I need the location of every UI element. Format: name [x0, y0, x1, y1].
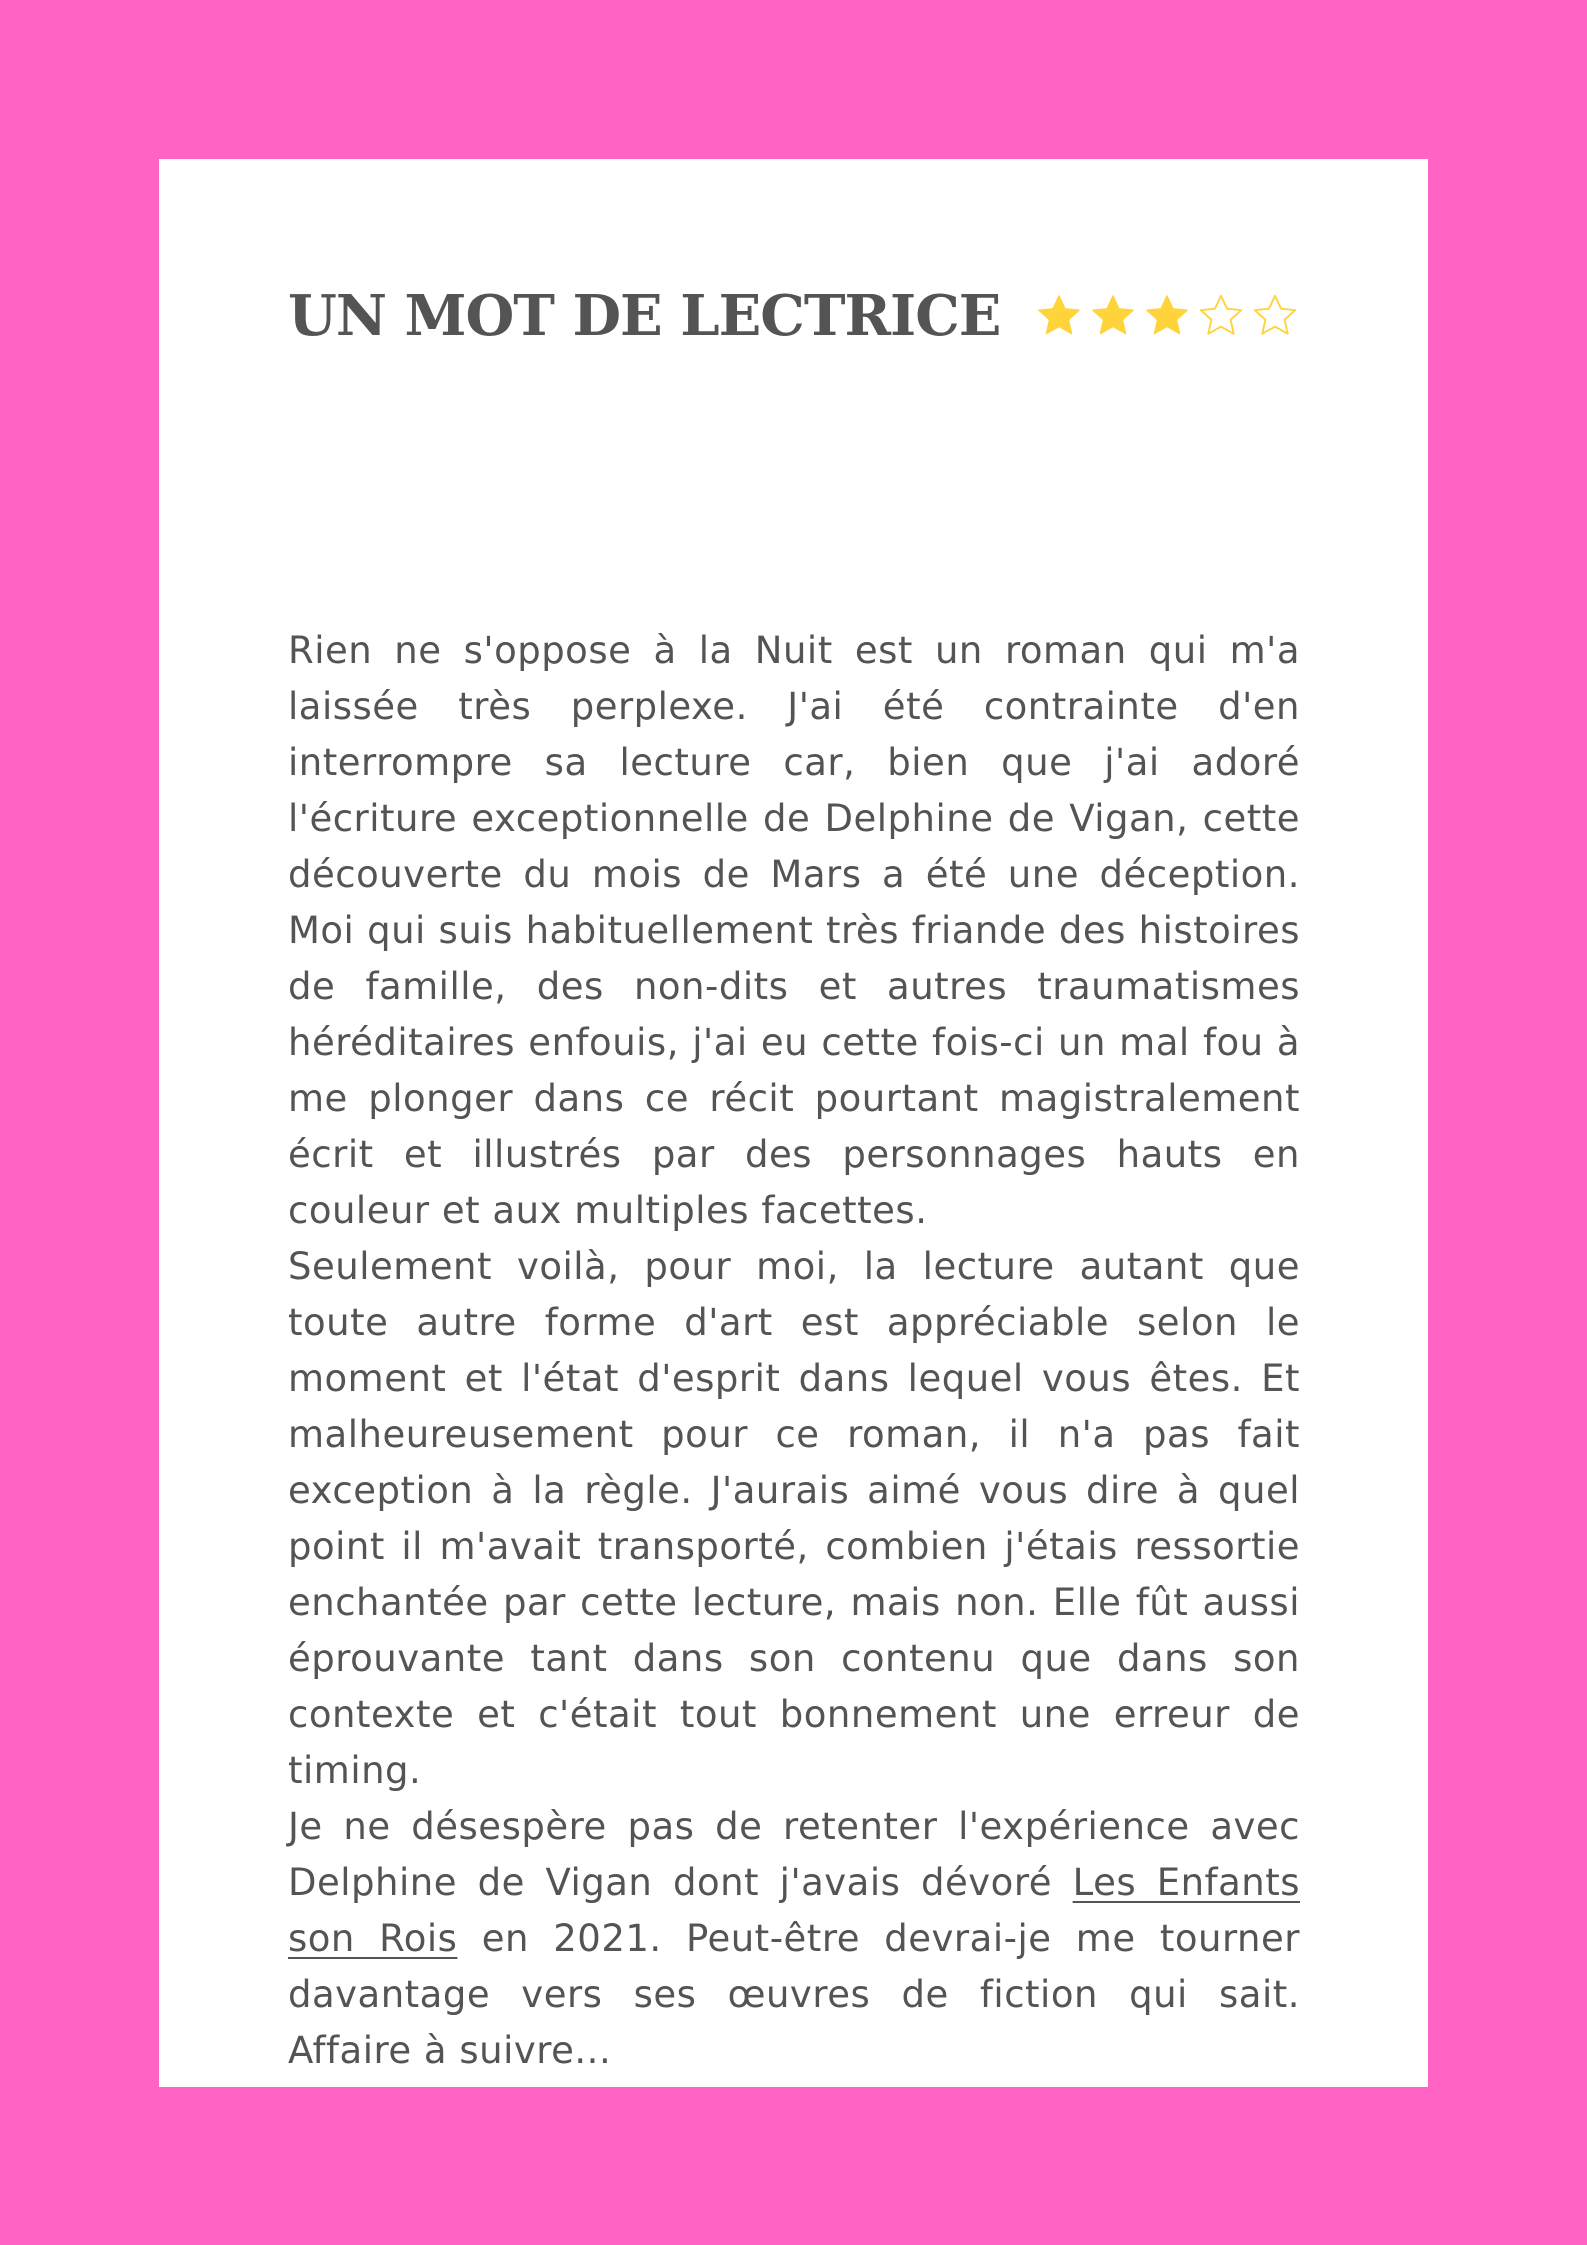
star-icon-2: [1088, 291, 1138, 341]
paragraph-text-before-link: Je ne désespère pas de retenter l'expérience avec Delphine de Vigan dont j'avais dévoré: [288, 1805, 1300, 1904]
star-icon-5: [1250, 291, 1300, 341]
review-paragraph-2: Seulement voilà, pour moi, la lecture autant que toute autre forme d'art est appréciable selon le moment et l'état d'esprit dans lequel vous êtes. Et malheureusement pour ce roman, il n'a pas fait exception à la règle. J'aurais aimé vous dire à quel point il m'avait transporté, combien j'étais ressortie enchantée par cette lecture, mais non. Elle fût aussi éprouvante tant dans son contenu que dans son contexte et c'était tout bonnement une erreur de timing.: [288, 1245, 1300, 1792]
book-title-link[interactable]: Les Enfants son Rois: [288, 1861, 1300, 1960]
review-header: [288, 267, 1300, 367]
review-paragraph-1: Rien ne s'oppose à la Nuit est un roman qui m'a laissée très perplexe. J'ai été contrainte d'en interrompre sa lecture car, bien que j'ai adoré l'écriture exceptionnelle de Delphine de Vigan, cette découverte du mois de Mars a été une déception. Moi qui suis habituellement très friande des histoires de famille, des non-dits et autres traumatismes héréditaires enfouis, j'ai eu cette fois-ci un mal fou à me plonger dans ce récit pourtant magistralement écrit et illustrés par des personnages hauts en couleur et aux multiples facettes.: [288, 629, 1300, 1232]
paragraph-text-after-link: en 2021. Peut-être devrai-je me tourner davantage vers ses œuvres de fiction qui sait. Affaire à suivre...: [288, 1917, 1300, 2072]
star-rating: [1034, 291, 1300, 341]
page-title: UN MOT DE LECTRICE: [288, 283, 1001, 349]
review-paragraph-3: [288, 1799, 1300, 2079]
review-text: [288, 623, 1300, 2079]
review-card: [159, 159, 1428, 2087]
star-icon-4: [1196, 291, 1246, 341]
star-icon-3: [1142, 291, 1192, 341]
star-icon-1: [1034, 291, 1084, 341]
